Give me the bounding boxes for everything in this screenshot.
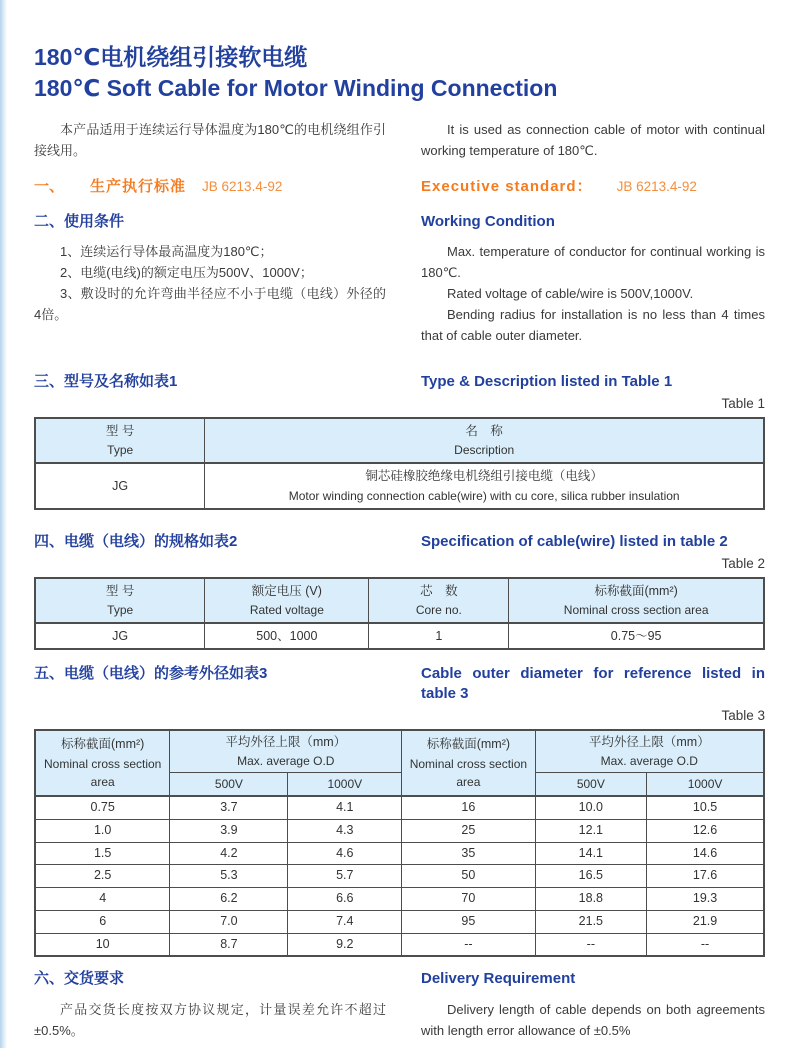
section-3-heading-row — [34, 372, 765, 392]
table1-header-description: 名 称 Description — [205, 418, 764, 463]
table3-cell: 2.5 — [35, 865, 170, 888]
table3-cell: 10.5 — [647, 796, 764, 819]
table3-cell: 21.5 — [535, 910, 647, 933]
table2-label: Table 2 — [721, 555, 765, 571]
table-row — [35, 910, 764, 933]
table3 — [34, 729, 765, 958]
table3-cell: 7.4 — [288, 910, 402, 933]
table3-header-1000v-right: 1000V — [647, 773, 764, 797]
section-6-heading-row — [34, 969, 765, 989]
table-row — [35, 933, 764, 956]
section-1-standard-cn: JB 6213.4-92 — [202, 179, 283, 195]
table-row — [35, 888, 764, 911]
list-item: Rated voltage of cable/wire is 500V,1000V. — [447, 286, 694, 302]
page-title — [34, 42, 765, 103]
section-5-heading-row — [34, 664, 765, 704]
section-1-number-cn: 一、 — [34, 178, 65, 196]
table3-cell: 12.1 — [535, 819, 647, 842]
table-row — [35, 463, 764, 508]
left-edge-gradient — [0, 0, 7, 1048]
table3-cell: 4.1 — [288, 796, 402, 819]
table2-header-rated-voltage: 额定电压 (V) Rated voltage — [205, 578, 369, 623]
section-1-row — [34, 176, 765, 197]
page-title-cn: 180℃电机绕组引接软电缆 — [34, 44, 308, 70]
table3-cell: 1.0 — [35, 819, 170, 842]
section-2-heading-cn: 二、使用条件 — [34, 213, 125, 231]
table3-cell: 18.8 — [535, 888, 647, 911]
intro-paragraph-cn: 本产品适用于连续运行导体温度为180℃的电机绕组作引接线用。 — [34, 122, 386, 159]
table1-cell-description: 铜芯硅橡胶绝缘电机绕组引接电缆（电线） Motor winding connection cable(wire) with cu core, silica rubber insulation — [205, 463, 764, 508]
table-row — [35, 819, 764, 842]
table3-cell: 17.6 — [647, 865, 764, 888]
list-item: Max. temperature of conductor for continual working is 180℃. — [421, 244, 765, 281]
section-4-heading-en: Specification of cable(wire) listed in table 2 — [421, 532, 728, 550]
table3-header-1000v-left: 1000V — [288, 773, 402, 797]
section-1-heading-en — [421, 176, 765, 197]
list-item: 3、敷设时的允许弯曲半径应不小于电缆（电线）外径的4倍。 — [34, 286, 386, 323]
table2-header-core-no: 芯 数 Core no. — [369, 578, 509, 623]
table3-cell: 1.5 — [35, 842, 170, 865]
section-1-heading-cn — [34, 176, 386, 197]
table3-cell: 16.5 — [535, 865, 647, 888]
table3-cell: 6 — [35, 910, 170, 933]
table3-cell: 50 — [402, 865, 535, 888]
table3-cell: 3.9 — [170, 819, 288, 842]
table3-cell: -- — [535, 933, 647, 956]
intro-paragraph-en: It is used as connection cable of motor with continual working temperature of 180℃. — [421, 122, 765, 159]
section-6-heading-cn: 六、交货要求 — [34, 970, 125, 988]
table3-cell: 25 — [402, 819, 535, 842]
table3-cell: -- — [402, 933, 535, 956]
table-row — [35, 842, 764, 865]
section-4-heading-cn: 四、电缆（电线）的规格如表2 — [34, 532, 238, 550]
table3-cell: 21.9 — [647, 910, 764, 933]
table3-cell: 4.2 — [170, 842, 288, 865]
table3-cell: 9.2 — [288, 933, 402, 956]
table3-header-od-left: 平均外径上限（mm） Max. average O.D — [170, 730, 402, 773]
table1-header-row — [35, 418, 764, 463]
section-2-body-row — [34, 241, 765, 346]
working-condition-list-en — [421, 241, 765, 346]
table3-cell: 35 — [402, 842, 535, 865]
table2-cell: JG — [35, 623, 205, 649]
table3-cell: -- — [647, 933, 764, 956]
table2-cell: 1 — [369, 623, 509, 649]
section-1-standard-en: JB 6213.4-92 — [616, 179, 697, 195]
table-row — [35, 623, 764, 649]
table3-cell: 10 — [35, 933, 170, 956]
working-condition-list-cn — [34, 241, 386, 346]
section-2-heading-row — [34, 212, 765, 232]
section-4-heading-row — [34, 532, 765, 552]
intro-row — [34, 119, 765, 161]
table2-cell: 0.75～95 — [509, 623, 764, 649]
table3-header-cross-section-right: 标称截面(mm²) Nominal cross section area — [402, 730, 535, 796]
table3-cell: 6.6 — [288, 888, 402, 911]
table1-cell-type: JG — [35, 463, 205, 508]
table3-cell: 14.6 — [647, 842, 764, 865]
content — [34, 0, 765, 1041]
table3-header-od-right: 平均外径上限（mm） Max. average O.D — [535, 730, 764, 773]
table3-cell: 4 — [35, 888, 170, 911]
table3-cell: 14.1 — [535, 842, 647, 865]
section-5-heading-cn: 五、电缆（电线）的参考外径如表3 — [34, 665, 268, 683]
table3-cell: 6.2 — [170, 888, 288, 911]
table3-cell: 95 — [402, 910, 535, 933]
table3-cell: 16 — [402, 796, 535, 819]
section-3-heading-en: Type & Description listed in Table 1 — [421, 373, 673, 391]
section-1-title-en: Executive standard： — [421, 178, 593, 196]
delivery-paragraph-en: Delivery length of cable depends on both agreements with length error allowance of ±0.5% — [421, 1002, 765, 1039]
table3-header-500v-right: 500V — [535, 773, 647, 797]
list-item: 1、连续运行导体最高温度为180℃； — [60, 244, 273, 260]
table3-cell: 12.6 — [647, 819, 764, 842]
table3-cell: 19.3 — [647, 888, 764, 911]
section-6-heading-en: Delivery Requirement — [421, 970, 576, 988]
table3-cell: 7.0 — [170, 910, 288, 933]
table3-header-row-1 — [35, 730, 764, 773]
table1-header-type: 型 号 Type — [35, 418, 205, 463]
table3-header-cross-section-left: 标称截面(mm²) Nominal cross section area — [35, 730, 170, 796]
list-item: Bending radius for installation is no less than 4 times that of cable outer diameter. — [421, 307, 765, 344]
page-title-en: 180℃ Soft Cable for Motor Winding Connection — [34, 74, 558, 101]
table3-cell: 4.6 — [288, 842, 402, 865]
table-row — [35, 865, 764, 888]
table3-cell: 10.0 — [535, 796, 647, 819]
table3-cell: 4.3 — [288, 819, 402, 842]
table-row — [35, 796, 764, 819]
table3-label: Table 3 — [721, 707, 765, 723]
table2-cell: 500、1000 — [205, 623, 369, 649]
table2-header-type: 型 号 Type — [35, 578, 205, 623]
table2 — [34, 577, 765, 651]
section-1-title-cn: 生产执行标准 — [90, 178, 187, 196]
table1-label: Table 1 — [721, 396, 765, 412]
table2-header-row — [35, 578, 764, 623]
table3-header-500v-left: 500V — [170, 773, 288, 797]
table3-cell: 5.7 — [288, 865, 402, 888]
table2-header-cross-section: 标称截面(mm²) Nominal cross section area — [509, 578, 764, 623]
section-3-heading-cn: 三、型号及名称如表1 — [34, 373, 178, 391]
table3-cell: 5.3 — [170, 865, 288, 888]
table1 — [34, 417, 765, 510]
section-5-heading-en: Cable outer diameter for reference listed in table 3 — [421, 665, 765, 702]
table3-cell: 0.75 — [35, 796, 170, 819]
section-6-body-row — [34, 999, 765, 1041]
list-item: 2、电缆(电线)的额定电压为500V、1000V； — [60, 265, 313, 281]
section-2-heading-en: Working Condition — [421, 213, 555, 231]
table3-cell: 3.7 — [170, 796, 288, 819]
table3-cell: 70 — [402, 888, 535, 911]
table3-cell: 8.7 — [170, 933, 288, 956]
delivery-paragraph-cn: 产品交货长度按双方协议规定，计量误差允许不超过±0.5%。 — [34, 1002, 386, 1039]
